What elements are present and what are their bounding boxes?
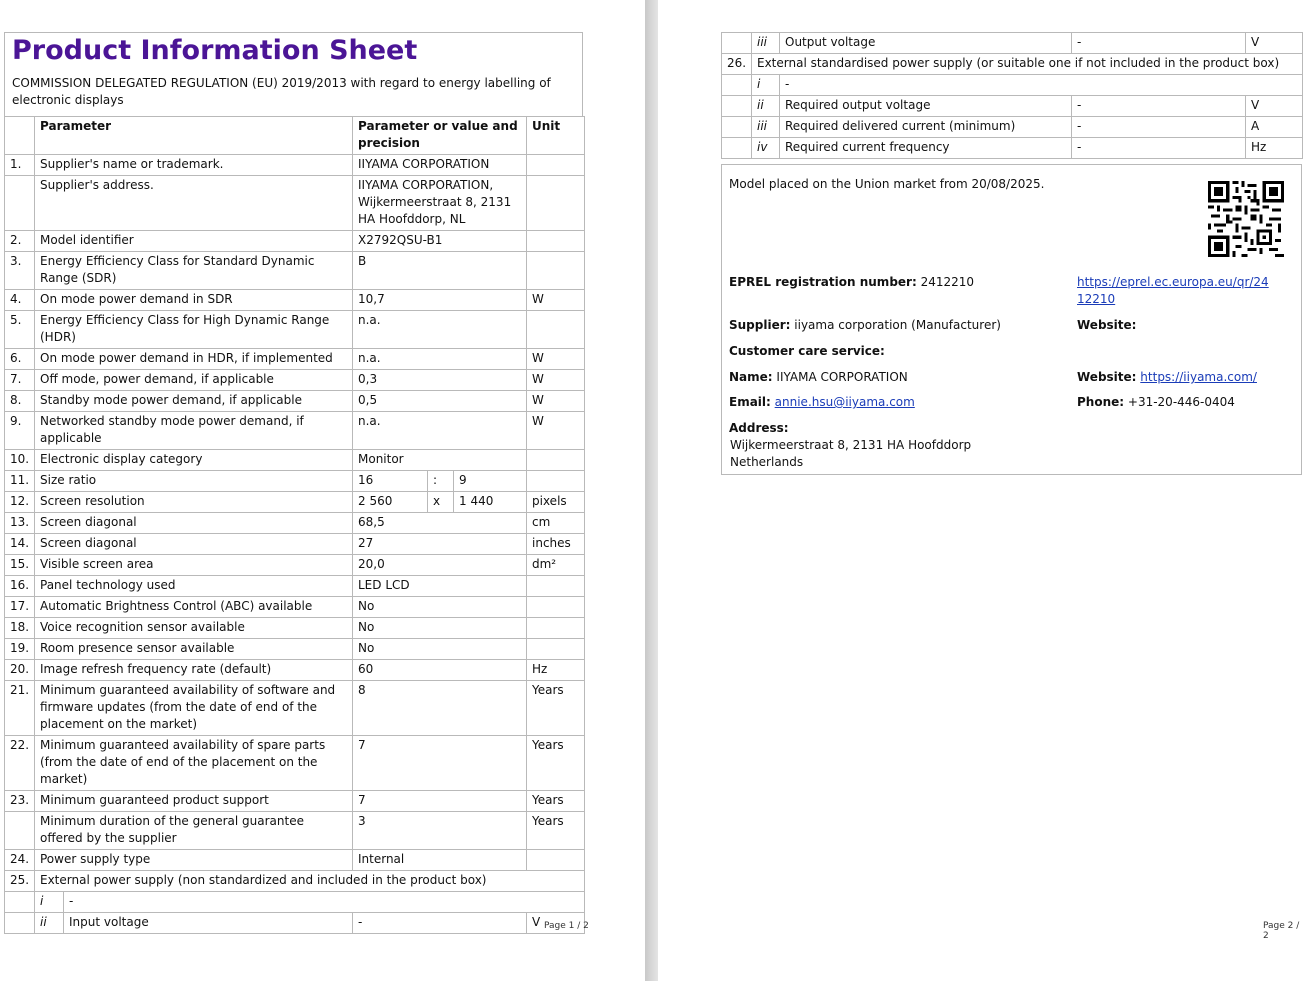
table-row: 17. Automatic Brightness Control (ABC) available No: [5, 597, 585, 618]
table-row: 18. Voice recognition sensor available No: [5, 618, 585, 639]
table-row: Minimum duration of the general guarantee offered by the supplier 3 Years: [5, 812, 585, 850]
table-row: 8. Standby mode power demand, if applicable 0,5 W: [5, 391, 585, 412]
table-row: iii Output voltage - V: [722, 33, 1303, 54]
table-row: 1. Supplier's name or trademark. IIYAMA CORPORATION: [5, 155, 585, 176]
table-row: 7. Off mode, power demand, if applicable 0,3 W: [5, 370, 585, 391]
table-row: 23. Minimum guaranteed product support 7 Years: [5, 791, 585, 812]
table-row: 12. Screen resolution 2 560 x 1 440 pixels: [5, 492, 585, 513]
page-title: Product Information Sheet: [12, 35, 418, 66]
table-row: i -: [5, 892, 585, 913]
table-row: 26. External standardised power supply (or suitable one if not included in the product box): [722, 54, 1303, 75]
table-header-row: [5, 117, 585, 155]
table-row: 6. On mode power demand in HDR, if implemented n.a. W: [5, 349, 585, 370]
table-row: 2. Model identifier X2792QSU-B1: [5, 231, 585, 252]
eprel-link[interactable]: https://eprel.ec.europa.eu/qr/24 12210: [1077, 275, 1269, 306]
table-row: 20. Image refresh frequency rate (default) 60 Hz: [5, 660, 585, 681]
eprel-info-box: [721, 164, 1302, 475]
table-row: 16. Panel technology used LED LCD: [5, 576, 585, 597]
page-2: [658, 0, 1305, 981]
regulation-subtitle: COMMISSION DELEGATED REGULATION (EU) 2019/2013 with regard to energy labelling of electronic displays: [12, 76, 551, 107]
website-link[interactable]: https://iiyama.com/: [1140, 370, 1257, 384]
customer-care-label: Customer care service:: [729, 344, 885, 358]
title-box: [4, 32, 583, 116]
table-row: 24. Power supply type Internal: [5, 850, 585, 871]
table-row: iii Required delivered current (minimum) - A: [722, 117, 1303, 138]
address-line-2: Netherlands: [730, 455, 804, 469]
product-info-table: [4, 116, 585, 934]
page-number: Page 1 / 2: [544, 921, 589, 931]
table-row: 9. Networked standby mode power demand, if applicable n.a. W: [5, 412, 585, 450]
phone-value: +31-20-446-0404: [1127, 395, 1235, 409]
email-label: Email:: [729, 395, 771, 409]
header-unit: Unit: [527, 117, 585, 155]
header-value: Parameter or value and precision: [353, 117, 527, 155]
power-supply-table: [721, 32, 1303, 159]
table-row: 14. Screen diagonal 27 inches: [5, 534, 585, 555]
eprel-label: EPREL registration number:: [729, 275, 917, 289]
table-row: Supplier's address. IIYAMA CORPORATION, Wijkermeerstraat 8, 2131 HA Hoofddorp, NL: [5, 176, 585, 231]
table-row: 13. Screen diagonal 68,5 cm: [5, 513, 585, 534]
table-row: 25. External power supply (non standardized and included in the product box): [5, 871, 585, 892]
header-parameter: Parameter: [35, 117, 353, 155]
table-row: 5. Energy Efficiency Class for High Dynamic Range (HDR) n.a.: [5, 311, 585, 349]
table-row: 10. Electronic display category Monitor: [5, 450, 585, 471]
table-row: 15. Visible screen area 20,0 dm²: [5, 555, 585, 576]
table-row: 19. Room presence sensor available No: [5, 639, 585, 660]
name-value: IIYAMA CORPORATION: [776, 370, 908, 384]
page-gutter: [645, 0, 658, 981]
table-row: 3. Energy Efficiency Class for Standard Dynamic Range (SDR) B: [5, 252, 585, 290]
website2-label: Website:: [1077, 370, 1137, 384]
table-row: iv Required current frequency - Hz: [722, 138, 1303, 159]
page-1: [0, 0, 645, 981]
header-number: [5, 117, 35, 155]
name-label: Name:: [729, 370, 773, 384]
table-row: ii Required output voltage - V: [722, 96, 1303, 117]
website-label: Website:: [1077, 318, 1137, 332]
phone-label: Phone:: [1077, 395, 1125, 409]
market-placement-text: Model placed on the Union market from 20/08/2025.: [729, 177, 1045, 191]
page-number: Page 2 / 2: [1263, 921, 1300, 941]
address-line-1: Wijkermeerstraat 8, 2131 HA Hoofddorp: [730, 438, 972, 452]
table-row: 21. Minimum guaranteed availability of software and firmware updates (from the date of end of the placement on the market) 8 Years: [5, 681, 585, 736]
email-link[interactable]: annie.hsu@iiyama.com: [774, 395, 915, 409]
table-row: 22. Minimum guaranteed availability of spare parts (from the date of end of the placement on the market) 7 Years: [5, 736, 585, 791]
qr-code-icon[interactable]: [1208, 181, 1284, 257]
address-label: Address:: [729, 421, 789, 435]
supplier-value: iiyama corporation (Manufacturer): [794, 318, 1001, 332]
table-row: ii Input voltage - V: [5, 913, 585, 934]
table-row: i -: [722, 75, 1303, 96]
table-row: 4. On mode power demand in SDR 10,7 W: [5, 290, 585, 311]
supplier-label: Supplier:: [729, 318, 791, 332]
eprel-number: 2412210: [920, 275, 975, 289]
table-row: 11. Size ratio 16 : 9: [5, 471, 585, 492]
